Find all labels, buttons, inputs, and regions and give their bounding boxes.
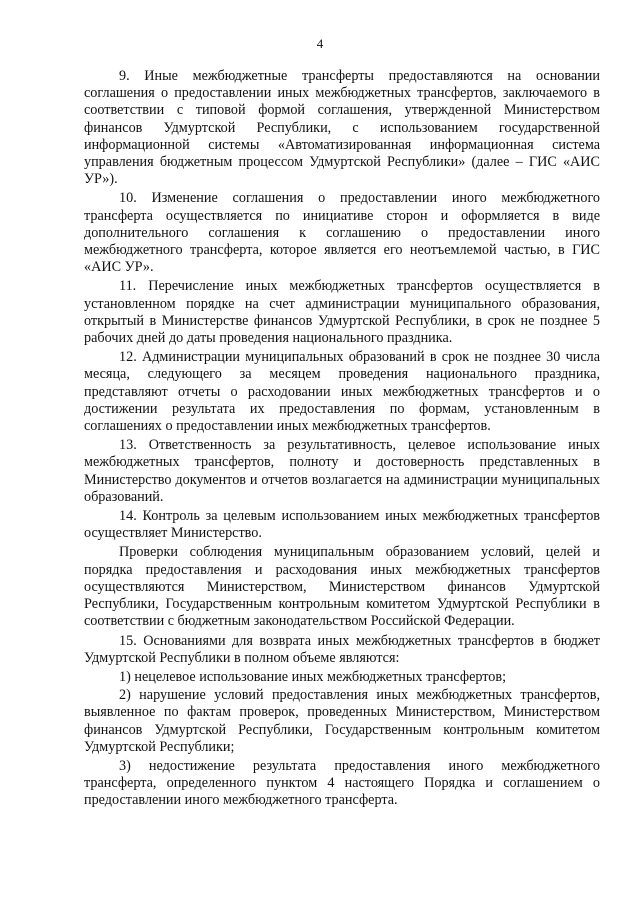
list-item-1: 1) нецелевое использование иных межбюджетных трансфертов; xyxy=(119,668,507,685)
page-number: 4 xyxy=(316,36,324,51)
list-item-2: 2) нарушение условий предоставления иных межбюджетных трансфертов, выявленное по фактам проверок, проведенных Министерством, Министерством финансов Удмуртской Республики, Государственным контрольным комитетом Удмуртской Республики; xyxy=(84,687,600,755)
paragraph-inspections: Проверки соблюдения муниципальным образованием условий, целей и порядка предоставления и расходования иных межбюджетных трансфертов осуществляются Министерством, Министерством финансов Удмуртской Республики, Государственным контрольным комитетом Удмуртской Республики в соответствии с бюджетным законодательством Российской Федерации. xyxy=(84,544,600,630)
paragraph-11: 11. Перечисление иных межбюджетных трансфертов осуществляется в установленном порядке на счет администрации муниципального образования, открытый в Министерстве финансов Удмуртской Республики, в срок не позднее 5 рабочих дней до даты проведения национального праздника. xyxy=(84,278,600,347)
paragraph-13: 13. Ответственность за результативность, целевое использование иных межбюджетных трансфертов, полноту и достоверность представленных в Министерство документов и отчетов возлагается на администрации муниципальных образований. xyxy=(84,437,600,505)
document-body xyxy=(84,68,600,812)
paragraph-14: 14. Контроль за целевым использованием иных межбюджетных трансфертов осуществляет Министерство. xyxy=(84,508,600,542)
list-item-3: 3) недостижение результата предоставления иного межбюджетного трансферта, определенного пунктом 4 настоящего Порядка и соглашением о предоставлении иного межбюджетного трансферта. xyxy=(84,757,600,809)
paragraph-12: 12. Администрации муниципальных образований в срок не позднее 30 числа месяца, следующего за месяцем проведения национального праздника, представляют отчеты о расходовании иных межбюджетных трансфертов и о достижении результата их предоставления по формам, установленным в соглашениях о предоставлении иных межбюджетных трансфертов. xyxy=(84,349,600,435)
paragraph-15: 15. Основаниями для возврата иных межбюджетных трансфертов в бюджет Удмуртской Республики в полном объеме являются: xyxy=(84,632,600,666)
paragraph-9: 9. Иные межбюджетные трансферты предоставляются на основании соглашения о предоставлении иных межбюджетных трансфертов, заключаемого в соответствии с типовой формой соглашения, утвержденной Министерством финансов Удмуртской Республики, с использованием государственной информационной системы «Автоматизированная информационная система управления бюджетным процессом Удмуртской Республики» (далее – ГИС «АИС УР»). xyxy=(84,68,600,188)
paragraph-10: 10. Изменение соглашения о предоставлении иного межбюджетного трансферта осуществляется по инициативе сторон и оформляется в виде дополнительного соглашения к соглашению о предоставлении иного межбюджетного трансферта, которое является его неотъемлемой частью, в ГИС «АИС УР». xyxy=(84,190,600,276)
